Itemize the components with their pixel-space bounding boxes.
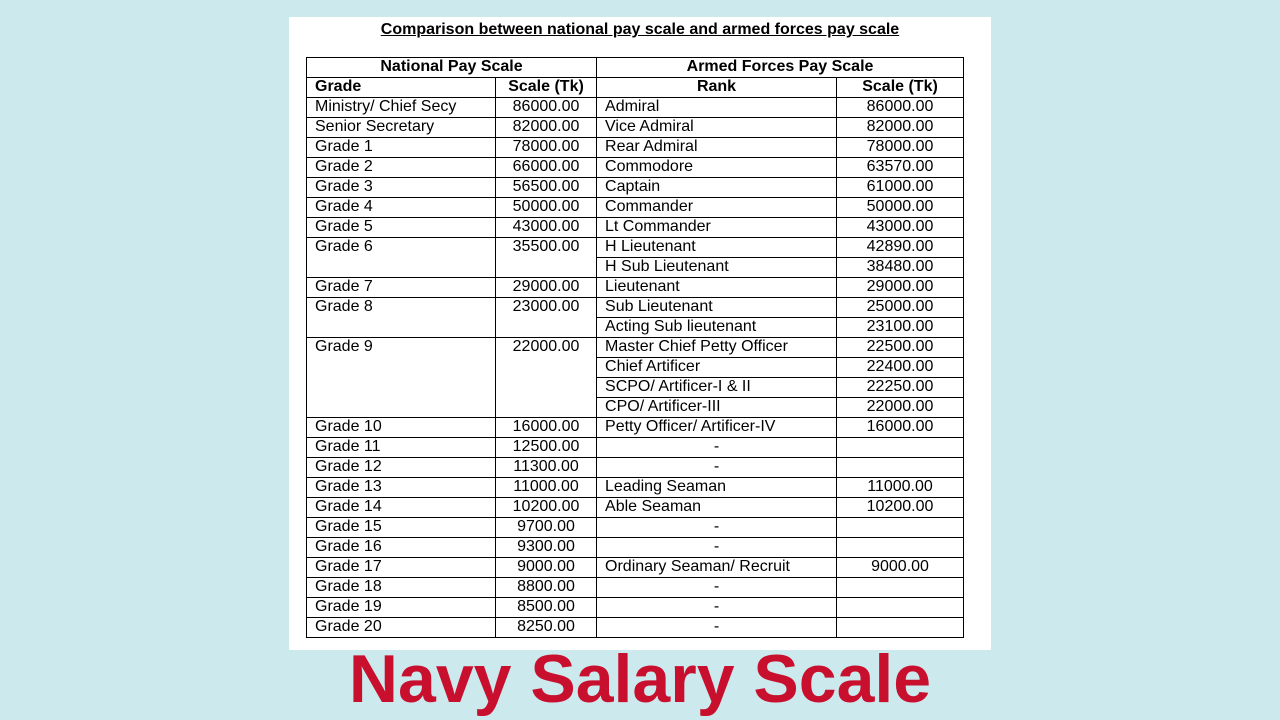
pay-scale-table-body <box>307 58 964 638</box>
national-scale-cell: 82000.00 <box>496 118 597 138</box>
table-row <box>307 98 964 118</box>
national-scale-cell: 9700.00 <box>496 518 597 538</box>
grade-cell: Senior Secretary <box>307 118 496 138</box>
table-row <box>307 558 964 578</box>
table-row <box>307 278 964 298</box>
armed-scale-cell <box>837 458 964 478</box>
grade-cell: Grade 12 <box>307 458 496 478</box>
rank-cell: Vice Admiral <box>597 118 837 138</box>
rank-cell: Admiral <box>597 98 837 118</box>
armed-scale-cell: 22000.00 <box>837 398 964 418</box>
grade-cell: Grade 7 <box>307 278 496 298</box>
grade-cell: Grade 2 <box>307 158 496 178</box>
grade-cell: Ministry/ Chief Secy <box>307 98 496 118</box>
armed-scale-cell: 11000.00 <box>837 478 964 498</box>
national-scale-cell: 66000.00 <box>496 158 597 178</box>
armed-forces-pay-scale-header: Armed Forces Pay Scale <box>597 58 964 78</box>
armed-scale-cell <box>837 618 964 638</box>
national-scale-cell: 10200.00 <box>496 498 597 518</box>
table-row <box>307 178 964 198</box>
armed-scale-cell: 22500.00 <box>837 338 964 358</box>
grade-cell: Grade 16 <box>307 538 496 558</box>
national-pay-scale-header: National Pay Scale <box>307 58 597 78</box>
table-row <box>307 118 964 138</box>
national-scale-cell: 78000.00 <box>496 138 597 158</box>
rank-cell: Master Chief Petty Officer <box>597 338 837 358</box>
national-scale-cell: 50000.00 <box>496 198 597 218</box>
national-scale-cell: 22000.00 <box>496 338 597 418</box>
armed-scale-cell: 82000.00 <box>837 118 964 138</box>
grade-cell: Grade 20 <box>307 618 496 638</box>
armed-scale-cell: 16000.00 <box>837 418 964 438</box>
armed-scale-cell <box>837 598 964 618</box>
rank-cell: CPO/ Artificer-III <box>597 398 837 418</box>
national-scale-cell: 56500.00 <box>496 178 597 198</box>
rank-cell: Leading Seaman <box>597 478 837 498</box>
grade-cell: Grade 11 <box>307 438 496 458</box>
rank-cell: Captain <box>597 178 837 198</box>
armed-scale-cell <box>837 518 964 538</box>
document-image <box>289 17 991 650</box>
armed-scale-cell: 50000.00 <box>837 198 964 218</box>
armed-scale-column-header: Scale (Tk) <box>837 78 964 98</box>
rank-cell: Rear Admiral <box>597 138 837 158</box>
table-row <box>307 498 964 518</box>
armed-scale-cell: 22400.00 <box>837 358 964 378</box>
national-scale-column-header: Scale (Tk) <box>496 78 597 98</box>
armed-scale-cell: 9000.00 <box>837 558 964 578</box>
rank-cell: Acting Sub lieutenant <box>597 318 837 338</box>
rank-cell: Lt Commander <box>597 218 837 238</box>
national-scale-cell: 11000.00 <box>496 478 597 498</box>
table-row <box>307 458 964 478</box>
table-row <box>307 298 964 318</box>
armed-scale-cell: 43000.00 <box>837 218 964 238</box>
national-scale-cell: 8800.00 <box>496 578 597 598</box>
national-scale-cell: 29000.00 <box>496 278 597 298</box>
rank-cell: Commander <box>597 198 837 218</box>
national-scale-cell: 9300.00 <box>496 538 597 558</box>
table-column-header-row <box>307 78 964 98</box>
table-row <box>307 138 964 158</box>
table-row <box>307 538 964 558</box>
armed-scale-cell: 42890.00 <box>837 238 964 258</box>
grade-cell: Grade 3 <box>307 178 496 198</box>
national-scale-cell: 12500.00 <box>496 438 597 458</box>
table-row <box>307 158 964 178</box>
grade-cell: Grade 15 <box>307 518 496 538</box>
grade-cell: Grade 14 <box>307 498 496 518</box>
national-scale-cell: 86000.00 <box>496 98 597 118</box>
grade-cell: Grade 18 <box>307 578 496 598</box>
rank-cell: Lieutenant <box>597 278 837 298</box>
rank-cell: - <box>597 518 837 538</box>
table-row <box>307 238 964 258</box>
rank-cell: Sub Lieutenant <box>597 298 837 318</box>
pay-scale-table <box>306 57 964 638</box>
rank-cell: Ordinary Seaman/ Recruit <box>597 558 837 578</box>
table-row <box>307 438 964 458</box>
grade-cell: Grade 19 <box>307 598 496 618</box>
rank-cell: - <box>597 458 837 478</box>
national-scale-cell: 23000.00 <box>496 298 597 338</box>
armed-scale-cell: 86000.00 <box>837 98 964 118</box>
rank-cell: Able Seaman <box>597 498 837 518</box>
rank-cell: - <box>597 438 837 458</box>
table-row <box>307 198 964 218</box>
armed-scale-cell: 22250.00 <box>837 378 964 398</box>
rank-cell: - <box>597 618 837 638</box>
armed-scale-cell: 10200.00 <box>837 498 964 518</box>
national-scale-cell: 16000.00 <box>496 418 597 438</box>
table-row <box>307 618 964 638</box>
rank-cell: SCPO/ Artificer-I & II <box>597 378 837 398</box>
rank-cell: Petty Officer/ Artificer-IV <box>597 418 837 438</box>
armed-scale-cell <box>837 538 964 558</box>
grade-cell: Grade 17 <box>307 558 496 578</box>
armed-scale-cell: 23100.00 <box>837 318 964 338</box>
rank-cell: - <box>597 538 837 558</box>
grade-column-header: Grade <box>307 78 496 98</box>
rank-cell: Chief Artificer <box>597 358 837 378</box>
armed-scale-cell: 61000.00 <box>837 178 964 198</box>
armed-scale-cell <box>837 578 964 598</box>
armed-scale-cell: 38480.00 <box>837 258 964 278</box>
table-row <box>307 598 964 618</box>
armed-scale-cell: 25000.00 <box>837 298 964 318</box>
grade-cell: Grade 6 <box>307 238 496 278</box>
national-scale-cell: 8500.00 <box>496 598 597 618</box>
national-scale-cell: 43000.00 <box>496 218 597 238</box>
grade-cell: Grade 8 <box>307 298 496 338</box>
banner-title: Navy Salary Scale <box>348 641 932 717</box>
document-title: Comparison between national pay scale and armed forces pay scale <box>380 21 900 38</box>
rank-cell: - <box>597 578 837 598</box>
armed-scale-cell <box>837 438 964 458</box>
national-scale-cell: 11300.00 <box>496 458 597 478</box>
table-row <box>307 578 964 598</box>
rank-cell: - <box>597 598 837 618</box>
table-row <box>307 518 964 538</box>
grade-cell: Grade 5 <box>307 218 496 238</box>
armed-scale-cell: 29000.00 <box>837 278 964 298</box>
rank-cell: H Lieutenant <box>597 238 837 258</box>
rank-cell: H Sub Lieutenant <box>597 258 837 278</box>
armed-scale-cell: 78000.00 <box>837 138 964 158</box>
national-scale-cell: 8250.00 <box>496 618 597 638</box>
grade-cell: Grade 13 <box>307 478 496 498</box>
grade-cell: Grade 1 <box>307 138 496 158</box>
armed-scale-cell: 63570.00 <box>837 158 964 178</box>
table-row <box>307 478 964 498</box>
grade-cell: Grade 9 <box>307 338 496 418</box>
grade-cell: Grade 4 <box>307 198 496 218</box>
table-row <box>307 218 964 238</box>
rank-column-header: Rank <box>597 78 837 98</box>
table-row <box>307 338 964 358</box>
grade-cell: Grade 10 <box>307 418 496 438</box>
rank-cell: Commodore <box>597 158 837 178</box>
table-row <box>307 418 964 438</box>
national-scale-cell: 9000.00 <box>496 558 597 578</box>
table-group-header-row <box>307 58 964 78</box>
national-scale-cell: 35500.00 <box>496 238 597 278</box>
